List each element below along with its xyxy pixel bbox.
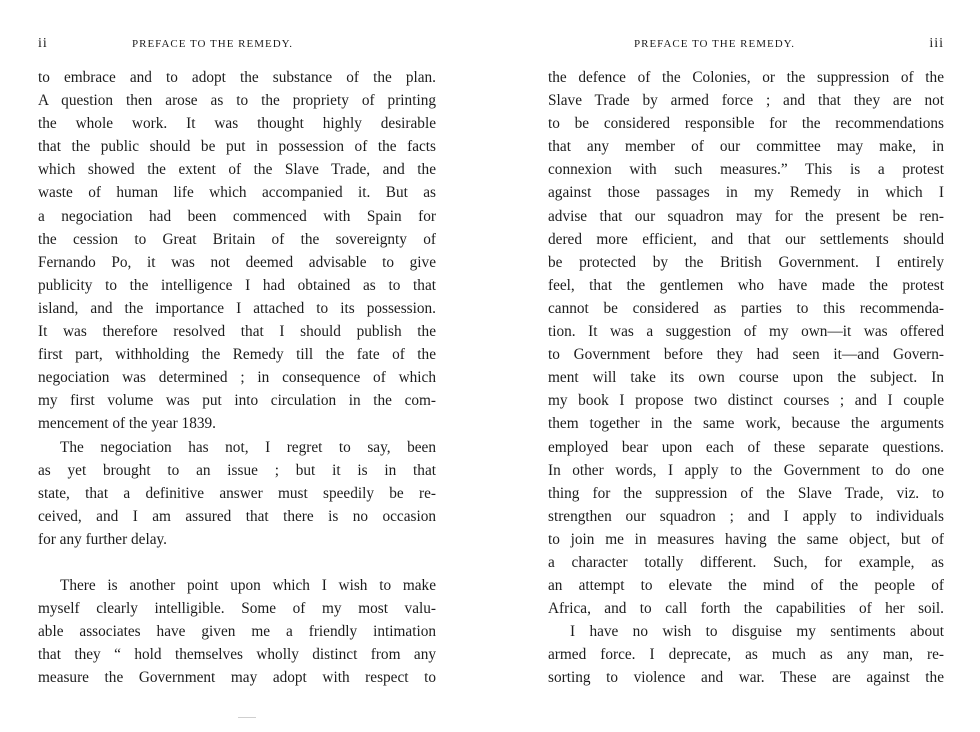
right-page <box>548 0 944 732</box>
right-running-head: PREFACE TO THE REMEDY. <box>634 38 795 50</box>
text-line: my book I propose two distinct courses ; and I couple <box>548 392 944 410</box>
right-page-text <box>548 66 944 690</box>
text-line: negociation was determined ; in consequence of which <box>38 369 436 387</box>
text-line: It was therefore resolved that I should publish the <box>38 323 436 341</box>
text-line: feel, that the gentlemen who have made the protest <box>548 276 944 294</box>
text-line: thing for the suppression of the Slave Trade, viz. to <box>548 484 944 502</box>
text-line: myself clearly intelligible. Some of my most valu- <box>38 600 436 618</box>
text-line: tion. It was a suggestion of my own—it was offered <box>548 323 944 341</box>
text-line: armed force. I deprecate, as much as any man, re- <box>548 646 944 664</box>
text-line: first part, withholding the Remedy till the fate of the <box>38 346 436 364</box>
text-line: to Government before they had seen it—and Govern- <box>548 346 944 364</box>
bottom-rule <box>238 717 256 718</box>
text-line: the cession to Great Britain of the sovereignty of <box>38 230 436 248</box>
text-line: publicity to the intelligence I had obtained as to that <box>38 276 436 294</box>
text-line: ceived, and I am assured that there is no occasion <box>38 507 436 525</box>
text-line: There is another point upon which I wish to make <box>60 577 436 595</box>
left-running-head: PREFACE TO THE REMEDY. <box>132 38 293 50</box>
text-line: an attempt to elevate the mind of the people of <box>548 577 944 595</box>
text-line: the defence of the Colonies, or the suppression of the <box>548 69 944 86</box>
text-line: a negociation had been commenced with Spain for <box>38 207 436 225</box>
text-line: the whole work. It was thought highly desirable <box>38 115 436 133</box>
text-line: ment will take its own course upon the subject. In <box>548 369 944 387</box>
text-line: to join me in measures having the same object, but of <box>548 530 944 548</box>
text-line: measure the Government may adopt with respect to <box>38 669 436 687</box>
text-line: connexion with such measures.” This is a protest <box>548 161 944 179</box>
text-line: that any member of our committee may make, in <box>548 138 944 156</box>
text-line: a character totally different. Such, for example, as <box>548 553 944 571</box>
text-line: for any further delay. <box>38 530 167 548</box>
text-line: In other words, I apply to the Government to do one <box>548 461 944 479</box>
text-line: A question then arose as to the propriety of printing <box>38 92 436 110</box>
text-line: waste of human life which accompanied it. But as <box>38 184 436 202</box>
text-line: that the public should be put in possession of the facts <box>38 138 436 156</box>
text-line: state, that a definitive answer must speedily be re- <box>38 484 436 502</box>
blank-line <box>38 551 436 574</box>
text-line: be protected by the British Government. I entirely <box>548 253 944 271</box>
text-line: Slave Trade by armed force ; and that they are not <box>548 92 944 110</box>
text-line: them together in the same work, because the arguments <box>548 415 944 433</box>
left-page <box>38 0 436 732</box>
text-line: strengthen our squadron ; and I apply to individuals <box>548 507 944 525</box>
text-line: that they “ hold themselves wholly distinct from any <box>38 646 436 664</box>
text-line: island, and the importance I attached to its possession. <box>38 299 436 317</box>
left-page-header <box>38 38 436 54</box>
text-line: cannot be considered as parties to this recommenda- <box>548 299 944 317</box>
right-page-number: iii <box>929 36 944 51</box>
text-line: The negociation has not, I regret to say, been <box>60 438 436 456</box>
text-line: my first volume was put into circulation in the com- <box>38 392 436 410</box>
text-line: able associates have given me a friendly intimation <box>38 623 436 641</box>
text-line: mencement of the year 1839. <box>38 415 216 433</box>
text-line: as yet brought to an issue ; but it is in that <box>38 461 436 479</box>
text-line: Africa, and to call forth the capabilities of her soil. <box>548 600 944 618</box>
text-line: sorting to violence and war. These are against the <box>548 669 944 687</box>
text-line: which showed the extent of the Slave Trade, and the <box>38 161 436 179</box>
text-line: dered more efficient, and that our settlements should <box>548 230 944 248</box>
left-page-number: ii <box>38 36 48 51</box>
text-line: advise that our squadron may for the present be ren- <box>548 207 944 225</box>
text-line: Fernando Po, it was not deemed advisable to give <box>38 253 436 271</box>
text-line: to embrace and to adopt the substance of the plan. <box>38 69 436 86</box>
left-page-text <box>38 66 436 690</box>
text-line: employed bear upon each of these separate questions. <box>548 438 944 456</box>
text-line: to be considered responsible for the recommendations <box>548 115 944 133</box>
right-page-header <box>548 38 944 54</box>
text-line: against those passages in my Remedy in which I <box>548 184 944 202</box>
text-line: I have no wish to disguise my sentiments about <box>570 623 944 641</box>
